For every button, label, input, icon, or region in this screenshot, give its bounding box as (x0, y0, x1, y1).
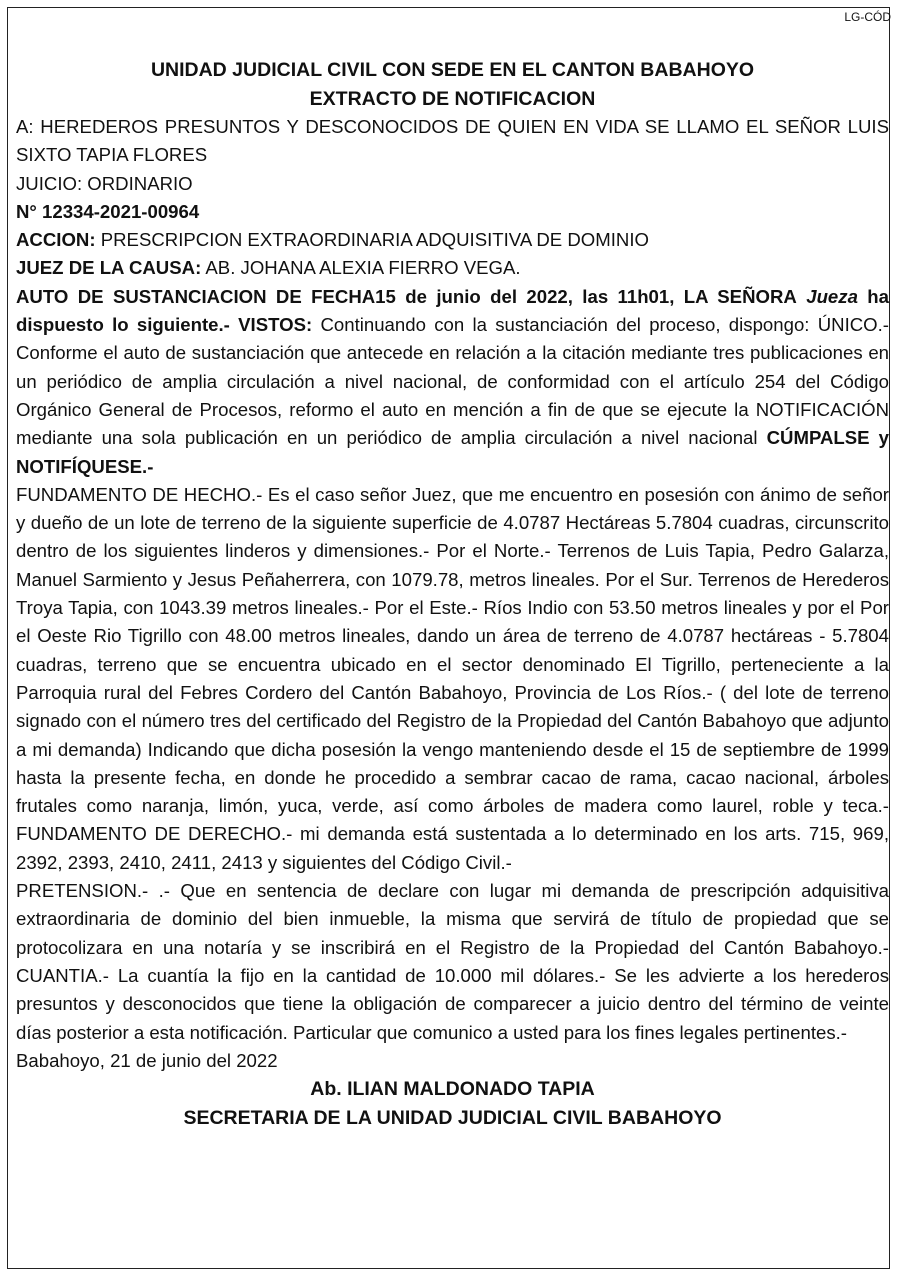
notice-title: EXTRACTO DE NOTIFICACION (309, 87, 596, 110)
juez-value: AB. JOHANA ALEXIA FIERRO VEGA. (201, 257, 521, 279)
accion-label: ACCION: (16, 229, 96, 251)
auto-paragraph: AUTO DE SUSTANCIACION DE FECHA15 de junio del 2022, las 11h01, LA SEÑORA Jueza ha dispuesto lo siguiente.- VISTOS: Continuando con la sustanciación del proceso, dispongo: ÚNICO.- Conforme el auto de sustanciación que antecede en relación a la citación mediante tres publicaciones en un periódico de amplia circulación a nivel nacional, de conformidad con el artículo 254 del Código Orgánico General de Procesos, reformo el auto en mención a fin de que se ejecute la NOTIFICACIÓN mediante una sola publicación en un periódico de amplia circulación a nivel nacional CÚMPALSE y NOTIFÍQUESE.- (16, 285, 890, 477)
court-header: UNIDAD JUDICIAL CIVIL CON SEDE EN EL CANTON BABAHOYO (150, 59, 755, 81)
addressee: A: HEREDEROS PRESUNTOS Y DESCONOCIDOS DE QUIEN EN VIDA SE LLAMO EL SEÑOR LUIS SIXTO TAPIA FLORES (16, 116, 889, 166)
accion-value: PRESCRIPCION EXTRAORDINARIA ADQUISITIVA DE DOMINIO (95, 229, 649, 251)
juicio-line: JUICIO: ORDINARIO (16, 172, 193, 194)
case-number: N° 12334-2021-00964 (16, 200, 200, 222)
pretension-paragraph: PRETENSION.- .- Que en sentencia de declare con lugar mi demanda de prescripción adquisitiva extraordinaria de dominio del bien inmueble, la misma que servirá de título de propiedad que se protocolizara en una notaría y se inscribirá en el Registro de la Propiedad del Cantón Babahoyo.- CUANTIA.- La cuantía la fijo en la cantidad de 10.000 mil dólares.- Se les advierte a los herederos presuntos y desconocidos que tiene la obligación de comparecer a juicio dentro del término de veinte días posterior a esta notificación. Particular que comunico a usted para los fines legales pertinentes.- (16, 880, 889, 1043)
signature-name: Ab. ILIAN MALDONADO TAPIA (310, 1078, 595, 1101)
fundamento-paragraph: FUNDAMENTO DE HECHO.- Es el caso señor Juez, que me encuentro en posesión con ánimo de señor y dueño de un lote de terreno de la siguiente superficie de 4.0787 Hectáreas 5.7804 cuadras, circunscrito dentro de los siguientes linderos y dimensiones.- Por el Norte.- Terrenos de Luis Tapia, Pedro Galarza, Manuel Sarmiento y Jesus Peñaherrera, con 1079.78, metros lineales. Por el Sur. Terrenos de Herederos Troya Tapia, con 1043.39 metros lineales.- Por el Este.- Ríos Indio con 53.50 metros lineales y por el Por el Oeste Rio Tigrillo con 48.00 metros lineales, dando un área de terreno de 4.0787 hectáreas - 5.7804 cuadras, terreno que se encuentra ubicado en el sector denominado El Tigrillo, perteneciente a la Parroquia rural del Febres Cordero del Cantón Babahoyo, Provincia de Los Ríos.- ( del lote de terreno signado con el número tres del certificado del Registro de la Propiedad del Cantón Babahoyo que adjunto a mi demanda) Indicando que dicha posesión la vengo manteniendo desde el 15 de septiembre de 1999 hasta la presente fecha, en donde he procedido a sembrar cacao de rama, cacao nacional, árboles frutales como naranja, limón, yuca, verde, así como árboles de madera como laurel, roble y teca.- FUNDAMENTO DE DERECHO.- mi demanda está sustentada a lo determinado en los arts. 715, 969, 2392, 2393, 2410, 2411, 2413 y siguientes del Código Civil.- (16, 483, 889, 873)
notice-content (16, 56, 889, 1132)
accion-line (16, 226, 889, 254)
juez-line (16, 254, 889, 282)
juez-label: JUEZ DE LA CAUSA: (16, 257, 202, 279)
signature-title: SECRETARIA DE LA UNIDAD JUDICIAL CIVIL BABAHOYO (183, 1106, 722, 1129)
document-code: LG-CÓD (844, 10, 891, 24)
date-line: Babahoyo, 21 de junio del 2022 (16, 1049, 278, 1071)
